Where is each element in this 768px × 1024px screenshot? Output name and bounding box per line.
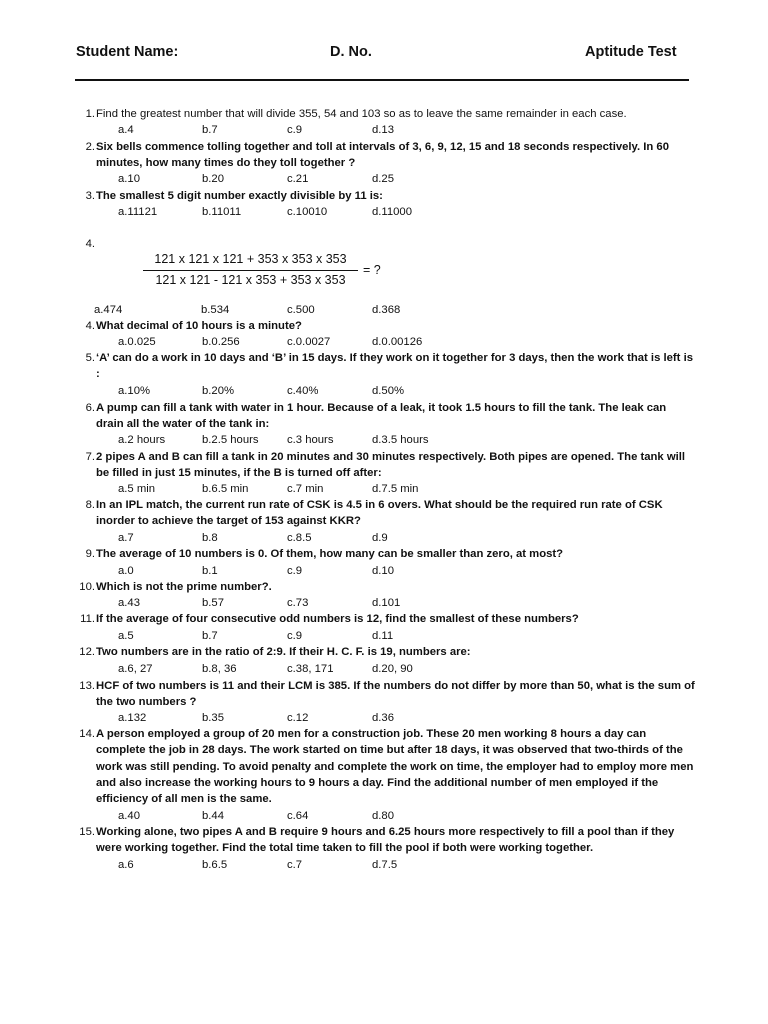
option-c: c.10010 [287,206,328,218]
question-text: 2 pipes A and B can fill a tank in 20 minutes and 30 minutes respectively. Both pipes are opened. The tank will be filled in just 15 minutes, if the B is turned off after: [96,451,686,480]
option-d: d.7.5 [372,859,398,871]
options-4-formula [94,302,654,318]
options-1 [118,122,678,138]
option-b: b.11011 [202,206,242,218]
option-b: b.7 [202,630,218,642]
option-c: c.73 [287,597,309,609]
question-number: 4. [85,320,95,332]
options-7 [118,481,678,497]
option-d: d.101 [372,597,401,609]
question-text: Which is not the prime number?. [96,581,272,593]
option-c: c.40% [287,385,319,397]
question-number: 2. [85,141,95,153]
question-number: 7. [85,451,95,463]
formula-numerator: 121 x 121 x 121 + 353 x 353 x 353 [154,252,347,266]
question-text: The average of 10 numbers is 0. Of them, how many can be smaller than zero, at most? [96,548,564,560]
option-d: d.20, 90 [372,663,413,675]
options-15 [118,857,678,873]
question-text: If the average of four consecutive odd numbers is 12, find the smallest of these numbers? [96,613,579,625]
formula-denominator: 121 x 121 - 121 x 353 + 353 x 353 [155,273,346,287]
options-6 [118,432,678,448]
option-a: a.43 [118,597,140,609]
option-d: d.13 [372,124,394,136]
question-text: Find the greatest number that will divide 355, 54 and 103 so as to leave the same remainder in each case. [96,108,627,120]
question-text: ‘A’ can do a work in 10 days and ‘B’ in 15 days. If they work on it together for 3 days, then the work that is left is : [96,352,693,381]
header [0,44,768,66]
question-number: 3. [85,190,95,202]
option-d: d.11 [372,630,394,642]
option-c: c.500 [287,304,315,316]
question-number: 15. [79,826,95,838]
option-b: b.20 [202,173,224,185]
option-a: a.474 [94,304,123,316]
option-b: b.534 [201,304,230,316]
question-number: 14. [79,728,95,740]
option-c: c.38, 171 [287,663,334,675]
option-d: d.0.00126 [372,336,423,348]
option-a: a.5 [118,630,134,642]
options-11 [118,628,678,644]
option-b: b.35 [202,712,224,724]
option-b: b.20% [202,385,235,397]
option-b: b.8, 36 [202,663,237,675]
option-b: b.1 [202,565,218,577]
question-text: HCF of two numbers is 11 and their LCM is 385. If the numbers do not differ by more than 50, what is the sum of the two numbers ? [96,680,695,709]
options-10 [118,595,678,611]
question-text: The smallest 5 digit number exactly divisible by 11 is: [96,190,383,202]
option-c: c.7 [287,859,303,871]
option-b: b.2.5 hours [202,434,259,446]
option-c: c.12 [287,712,309,724]
question-number: 4. [85,238,95,250]
option-a: a.0.025 [118,336,156,348]
options-5 [118,383,678,399]
option-d: d.9 [372,532,388,544]
option-a: a.6, 27 [118,663,153,675]
option-a: a.40 [118,810,140,822]
test-title: Aptitude Test [585,44,677,60]
option-c: c.8.5 [287,532,312,544]
option-a: a.10 [118,173,140,185]
formula-fraction [143,252,403,292]
option-d: d.3.5 hours [372,434,429,446]
option-c: c.0.0027 [287,336,331,348]
question-text: Six bells commence tolling together and toll at intervals of 3, 6, 9, 12, 15 and 18 seconds respectively. In 60 minutes, how many times do they toll together ? [96,141,669,170]
option-d: d.368 [372,304,401,316]
option-a: a.4 [118,124,134,136]
question-number: 9. [85,548,95,560]
option-a: a.6 [118,859,134,871]
option-c: c.7 min [287,483,324,495]
option-d: d.7.5 min [372,483,419,495]
options-8 [118,530,678,546]
option-c: c.3 hours [287,434,334,446]
dno-label: D. No. [330,44,372,60]
option-d: d.50% [372,385,405,397]
option-c: c.9 [287,565,303,577]
fraction-bar [143,270,358,271]
question-text: A pump can fill a tank with water in 1 hour. Because of a leak, it took 1.5 hours to fill the tank. The leak can drain all the water of the tank in: [96,402,667,431]
question-number: 11. [80,613,95,625]
option-a: a.5 min [118,483,156,495]
question-number: 12. [79,646,95,658]
option-b: b.57 [202,597,224,609]
question-number: 13. [79,680,95,692]
option-d: d.80 [372,810,394,822]
option-a: a.10% [118,385,151,397]
option-c: c.9 [287,124,303,136]
question-text: Working alone, two pipes A and B require 9 hours and 6.25 hours more respectively to fill a pool than if they were working together. Find the total time taken to fill the pool if both were working together. [96,826,675,855]
question-text: A person employed a group of 20 men for a construction job. These 20 men working 8 hours a day can complete the job in 28 days. The work started on time but after 18 days, it was observed that two-thirds of the work was still pending. To avoid penalty and complete the work on time, the employer had to employ more men and also increase the working hours to 9 hours a day. Find the additional number of men employed if the efficiency of all men is the same. [96,728,694,806]
question-number: 10. [79,581,95,593]
question-number: 8. [85,499,95,511]
question-text: What decimal of 10 hours is a minute? [96,320,302,332]
option-b: b.6.5 min [202,483,249,495]
options-14 [118,808,678,824]
question-number: 6. [85,402,95,414]
option-d: d.36 [372,712,394,724]
question-number: 1. [85,108,95,120]
option-a: a.7 [118,532,134,544]
option-a: a.11121 [118,206,158,218]
question-number: 5. [85,352,95,364]
option-d: d.11000 [372,206,412,218]
question-text: In an IPL match, the current run rate of CSK is 4.5 in 6 overs. What should be the required run rate of CSK inorder to achieve the target of 153 against KKR? [96,499,663,528]
option-c: c.64 [287,810,309,822]
student-name-label: Student Name: [76,44,179,60]
options-4 [118,334,678,350]
options-13 [118,710,678,726]
options-3 [118,204,678,220]
formula-equals: = ? [363,263,381,277]
option-a: a.132 [118,712,147,724]
question-text: Two numbers are in the ratio of 2:9. If their H. C. F. is 19, numbers are: [96,646,471,658]
option-c: c.21 [287,173,309,185]
option-a: a.0 [118,565,134,577]
option-d: d.10 [372,565,394,577]
option-c: c.9 [287,630,303,642]
option-b: b.6.5 [202,859,228,871]
options-12 [118,661,678,677]
option-d: d.25 [372,173,394,185]
option-b: b.7 [202,124,218,136]
option-b: b.44 [202,810,224,822]
header-divider [75,79,689,81]
options-9 [118,563,678,579]
option-a: a.2 hours [118,434,166,446]
option-b: b.8 [202,532,218,544]
options-2 [118,171,678,187]
option-b: b.0.256 [202,336,240,348]
